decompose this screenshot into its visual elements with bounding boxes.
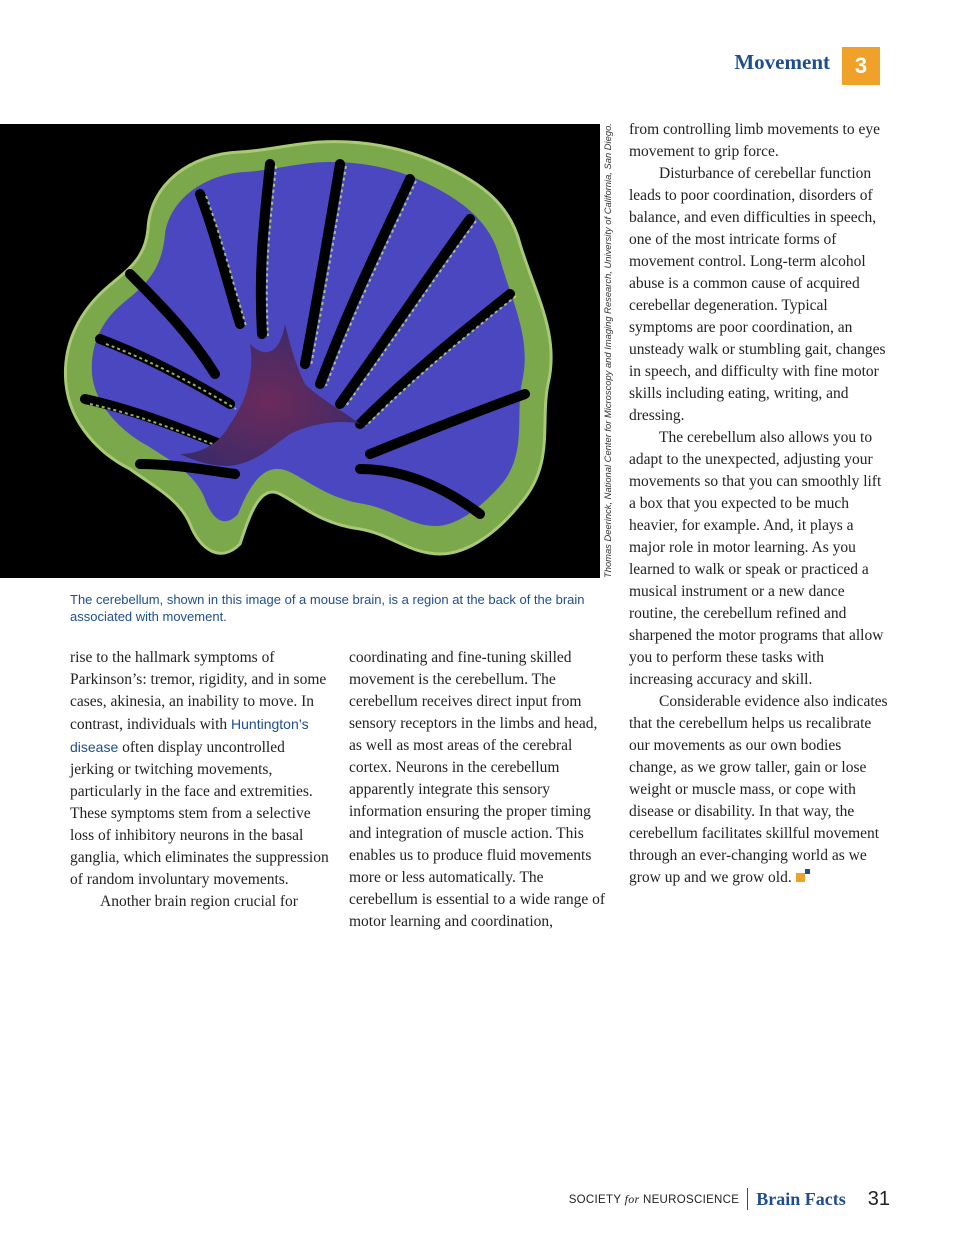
paragraph: The cerebellum also allows you to adapt to the unexpected, adjusting your movements so that you can smoothly lift a box that you expected to be much heavier, for example. And, it plays a major role in motor learning. As you learned to walk or speak or practiced a musical instrument or a new dance routine, the cerebellum refined and sharpened the motor programs that allow you to perform these tasks with increasing accuracy and skill. [629, 429, 884, 688]
footer-divider [747, 1188, 748, 1210]
paragraph-text: often display uncontrolled jerking or twitching movements, particularly in the face and extremities. These symptoms stem from a selective loss of inhibitory neurons in the basal ganglia, which eliminates the suppression of random involuntary movements. [70, 739, 329, 888]
paragraph [629, 691, 891, 889]
text-column-3 [629, 119, 891, 889]
section-title: Movement [734, 50, 830, 74]
photo-credit: Thomas Deerinck, National Center for Microscopy and Imaging Research, University of California, San Diego. [602, 123, 613, 578]
paragraph-text: rise to the hallmark symptoms of Parkinson’s: tremor, rigidity, and in some cases, akinesia, an inability to move. In contrast, individuals with [70, 649, 327, 733]
end-of-section-icon [796, 869, 810, 883]
text-column-2 [349, 647, 611, 933]
chapter-number-badge: 3 [842, 47, 880, 85]
page-number: 31 [867, 1187, 890, 1210]
paragraph: coordinating and fine-tuning skilled movement is the cerebellum. The cerebellum receives direct input from sensory receptors in the limbs and head, as well as most areas of the cerebral cortex. Neurons in the cerebellum apparently integrate this sensory information ensuring the proper timing and integration of muscle action. This enables us to produce fluid movements more or less automatically. The cerebellum is essential to a wide range of motor learning and coordination, [349, 649, 606, 930]
publication-title: Brain Facts [756, 1188, 846, 1209]
page-footer [560, 1187, 890, 1211]
paragraph [70, 647, 332, 891]
cerebellum-image [0, 124, 600, 578]
paragraph: Another brain region crucial for [100, 893, 298, 910]
huntingtons-disease-link[interactable]: Huntington’s disease [70, 716, 309, 755]
paragraph: Disturbance of cerebellar function leads to poor coordination, disorders of balance, and even difficulties in speech, one of the most intricate forms of movement control. Long-term alcohol abuse is a common cause of acquired cerebellar degeneration. Typical symptoms are poor coordination, an unsteady walk or stumbling gait, changes in speech, and difficulty with fine motor skills including eating, writing, and dressing. [629, 165, 886, 424]
society-name: SOCIETY for NEUROSCIENCE [568, 1191, 740, 1206]
text-column-1 [70, 647, 332, 913]
paragraph-text: Considerable evidence also indicates that the cerebellum helps us recalibrate our movements as our own bodies change, as we grow taller, gain or lose weight or muscle mass, or cope with disease or disability. In that way, the cerebellum facilitates skillful movement through an ever-changing world as we grow up and we grow old. [629, 693, 888, 886]
figure-caption: The cerebellum, shown in this image of a mouse brain, is a region at the back of the brain associated with movement. [70, 592, 585, 624]
paragraph: from controlling limb movements to eye movement to grip force. [629, 121, 880, 160]
